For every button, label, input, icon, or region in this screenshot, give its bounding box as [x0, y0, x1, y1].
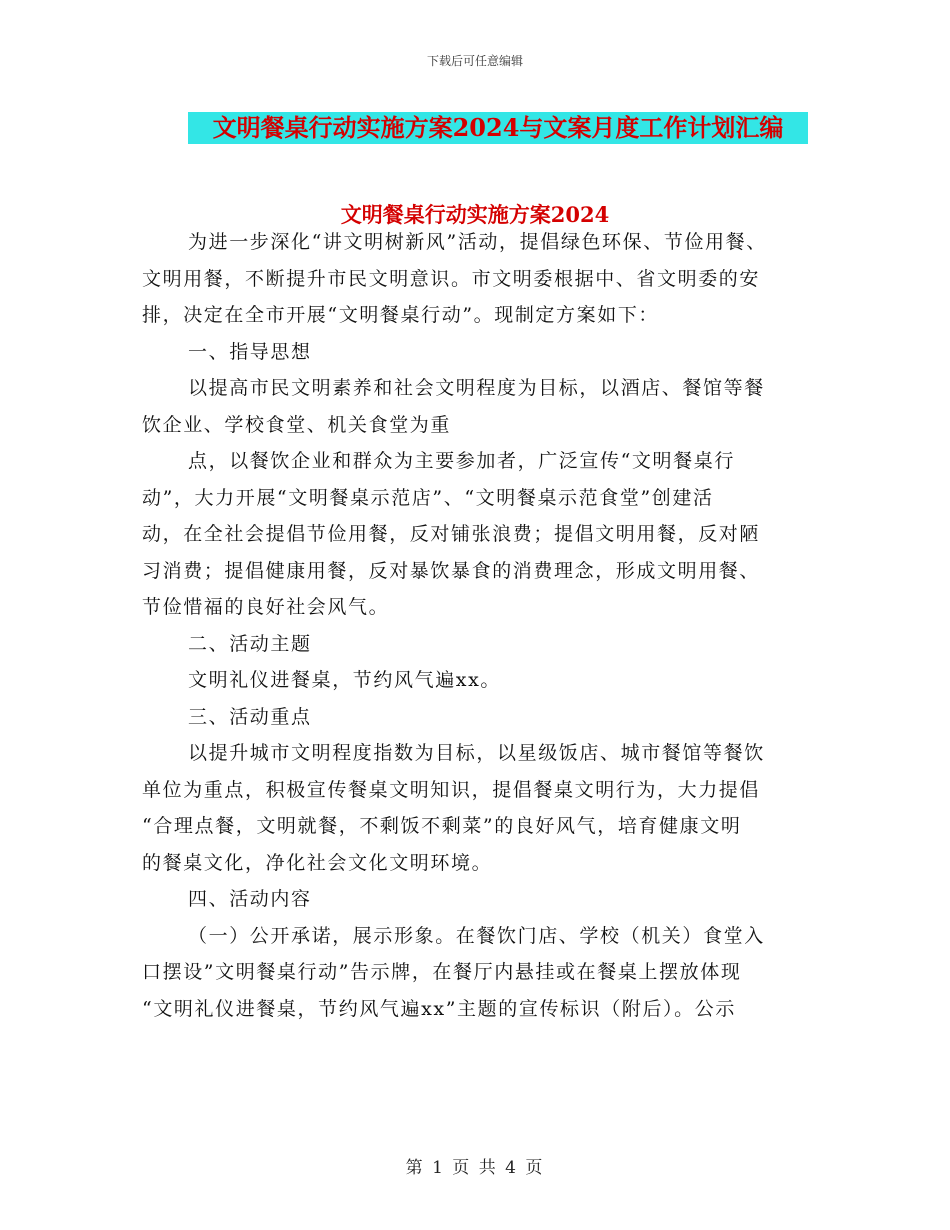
page-header: 下载后可任意编辑 [426, 54, 523, 68]
text-line: 以提升城市文明程度指数为目标，以星级饭店、城市餐馆等餐饮 [188, 742, 765, 764]
text-line: 文明用餐，不断提升市民文明意识。市文明委根据中、省文明委的安 [142, 267, 761, 290]
text-line: 为进一步深化“讲文明树新风”活动，提倡绿色环保、节俭用餐、 [188, 231, 767, 253]
text-line: 动，在全社会提倡节俭用餐，反对铺张浪费；提倡文明用餐，反对陋 [142, 523, 761, 545]
heading-activity-focus: 三、活动重点 [188, 705, 312, 728]
heading-activity-content: 四、活动内容 [188, 888, 312, 910]
heading-activity-theme: 二、活动主题 [188, 632, 312, 655]
text-line: 点，以餐饮企业和群众为主要参加者，广泛宣传“文明餐桌行 [188, 450, 735, 472]
text-line: 习消费；提倡健康用餐，反对暴饮暴食的消费理念，形成文明用餐、 [142, 559, 761, 582]
text-line: 的餐桌文化，净化社会文化文明环境。 [142, 851, 493, 874]
text-line: 节俭惜福的良好社会风气。 [142, 596, 390, 618]
text-line: 动”，大力开展“文明餐桌示范店”、“文明餐桌示范食堂”创建活 [142, 486, 714, 509]
text-line: 饮企业、学校食堂、机关食堂为重 [142, 413, 452, 436]
document-title: 文明餐桌行动实施方案2024与文案月度工作计划汇编 [188, 112, 808, 144]
text-line: “文明礼仪进餐桌，节约风气遍xx”主题的宣传标识（附后）。公示 [142, 997, 736, 1020]
text-line: 以提高市民文明素养和社会文明程度为目标，以酒店、餐馆等餐 [188, 377, 765, 399]
text-line: 文明礼仪进餐桌，节约风气遍xx。 [188, 669, 502, 691]
text-line: 排，决定在全市开展“文明餐桌行动”。现制定方案如下： [142, 304, 660, 326]
heading-guiding-ideology: 一、指导思想 [188, 340, 312, 363]
section-title: 文明餐桌行动实施方案2024 [340, 202, 610, 227]
text-line: “合理点餐，文明就餐，不剩饭不剩菜”的良好风气，培育健康文明 [142, 815, 742, 837]
text-line: 口摆设”文明餐桌行动”告示牌，在餐厅内悬挂或在餐桌上摆放体现 [142, 961, 742, 983]
body-text [142, 224, 812, 1027]
text-line: 单位为重点，积极宣传餐桌文明知识，提倡餐桌文明行为，大力提倡 [142, 778, 761, 801]
text-line: （一）公开承诺，展示形象。在餐饮门店、学校（机关）食堂入 [188, 924, 765, 947]
page-footer: 第 1 页 共 4 页 [405, 1158, 545, 1178]
